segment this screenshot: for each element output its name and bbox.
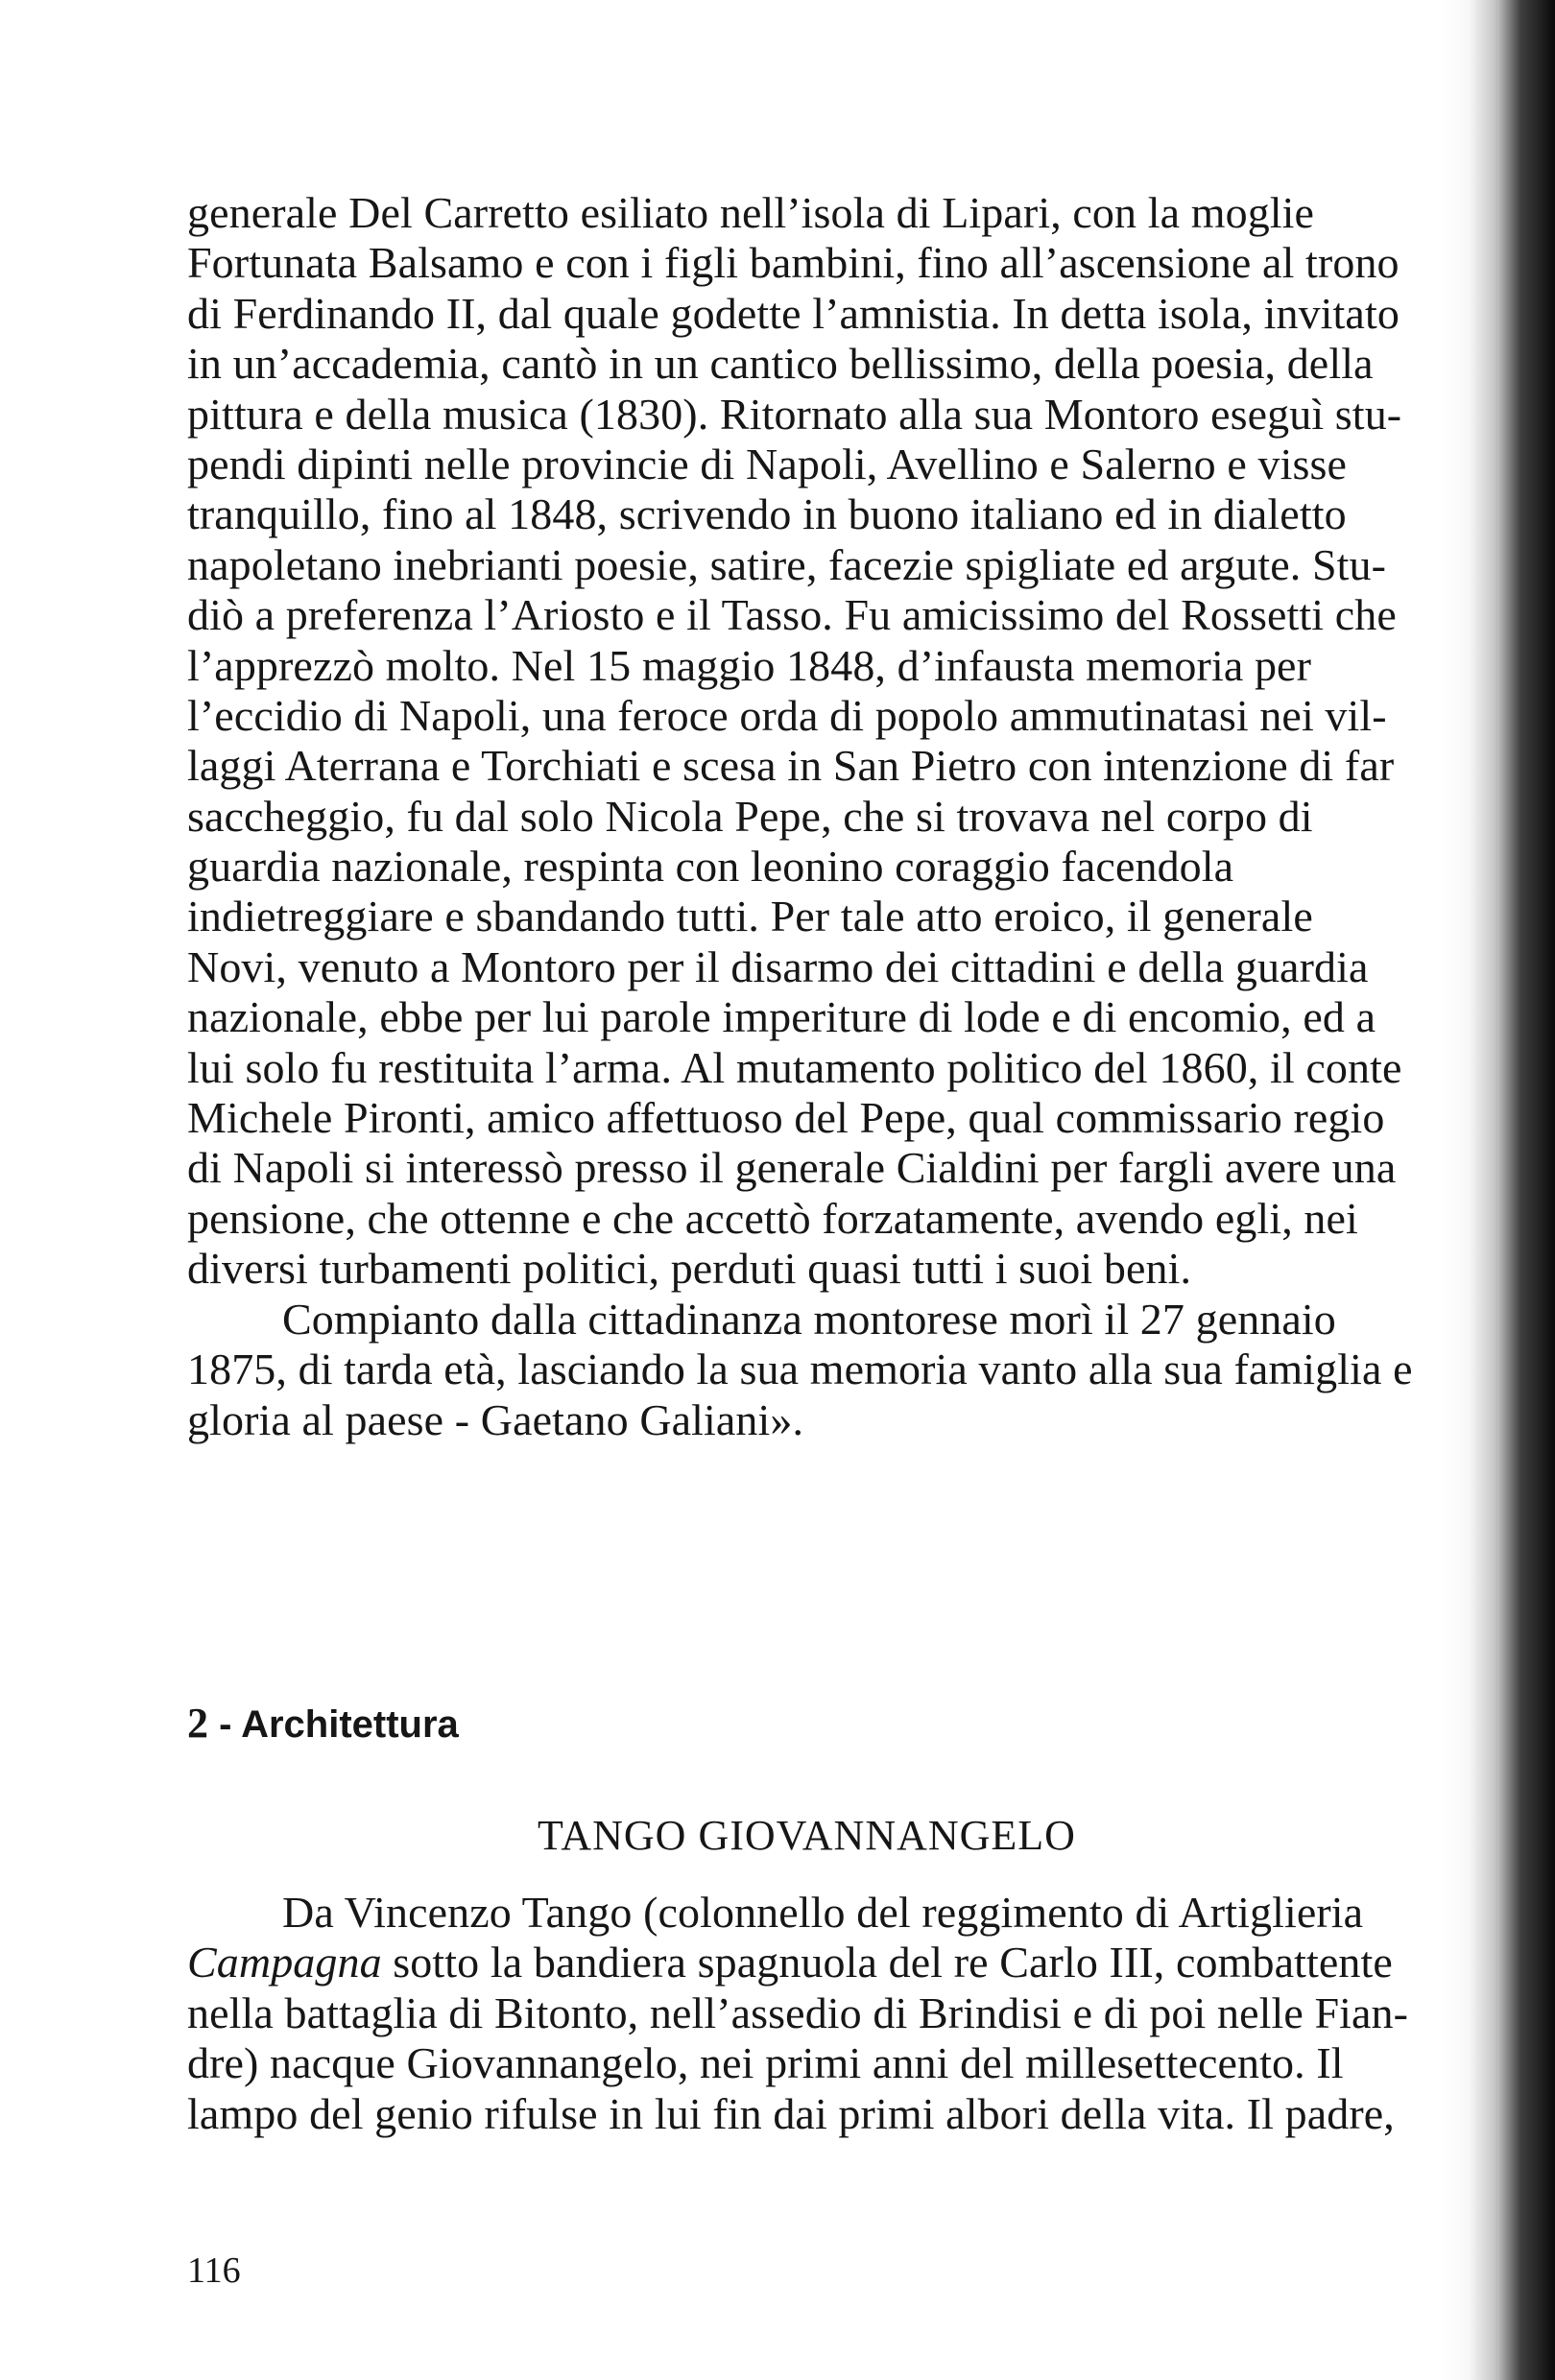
text-line: l’eccidio di Napoli, una feroce orda di popolo ammutinatasi nei vil- xyxy=(187,690,1387,740)
text-line: diversi turbamenti politici, perduti quasi tutti i suoi beni. xyxy=(187,1244,1192,1294)
book-binding-edge xyxy=(1469,0,1555,2380)
text-line: lampo del genio rifulse in lui fin dai primi albori della vita. Il padre, xyxy=(187,2088,1395,2138)
section-heading-title: Architettura xyxy=(241,1703,459,1746)
italic-term: Campagna xyxy=(187,1938,382,1987)
text-line: nazionale, ebbe per lui parole imperiture di lode e di encomio, ed a xyxy=(187,992,1376,1042)
text-line: guardia nazionale, respinta con leonino coraggio facendola xyxy=(187,842,1234,892)
text-line: generale Del Carretto esiliato nell’isola di Lipari, con la moglie xyxy=(187,188,1315,237)
text-line: napoletano inebrianti poesie, satire, facezie spigliate ed argute. Stu- xyxy=(187,539,1387,589)
paragraph-tango xyxy=(187,1888,1493,2139)
text-line: Fortunata Balsamo e con i figli bambini, fino all’ascensione al trono xyxy=(187,238,1400,288)
text-line: pittura e della musica (1830). Ritornato alla sua Montoro eseguì stu- xyxy=(187,389,1402,439)
text-line: laggi Aterrana e Torchiati e scesa in San Pietro con intenzione di far xyxy=(187,741,1395,791)
paragraph-death xyxy=(187,1295,1493,1445)
section-number: 2 xyxy=(187,1700,208,1747)
text-line: lui solo fu restituita l’arma. Al mutamento politico del 1860, il conte xyxy=(187,1042,1402,1092)
subsection-title: TANGO GIOVANNANGELO xyxy=(538,1812,1076,1859)
text-line: Da Vincenzo Tango (colonnello del reggimento di Artiglieria xyxy=(282,1888,1364,1937)
section-heading xyxy=(187,1699,459,1749)
text-line: l’apprezzò molto. Nel 15 maggio 1848, d’infausta memoria per xyxy=(187,640,1311,690)
text-line: gloria al paese - Gaetano Galiani». xyxy=(187,1394,804,1444)
text-line: 1875, di tarda età, lasciando la sua memoria vanto alla sua famiglia e xyxy=(187,1345,1413,1394)
text-line: nella battaglia di Bitonto, nell’assedio di Brindisi e di poi nelle Fian- xyxy=(187,1987,1409,2037)
text-line: saccheggio, fu dal solo Nicola Pepe, che si trovava nel corpo di xyxy=(187,791,1313,841)
text-line: Compianto dalla cittadinanza montorese morì il 27 gennaio xyxy=(282,1295,1336,1344)
text-line: tranquillo, fino al 1848, scrivendo in buono italiano ed in dialetto xyxy=(187,489,1347,539)
text-line: diò a preferenza l’Ariosto e il Tasso. Fu amicissimo del Rossetti che xyxy=(187,590,1397,640)
text-line xyxy=(187,1938,1493,1987)
text-line: indietreggiare e sbandando tutti. Per tale atto eroico, il generale xyxy=(187,892,1313,941)
text-line: pensione, che ottenne e che accettò forzatamente, avendo egli, nei xyxy=(187,1193,1358,1243)
paragraph-biography xyxy=(187,188,1493,1295)
text-line: Michele Pironti, amico affettuoso del Pepe, qual commissario regio xyxy=(187,1093,1385,1143)
section-separator: - xyxy=(219,1703,232,1746)
text-line: dre) nacque Giovannangelo, nei primi anni del millesettecento. Il xyxy=(187,2038,1344,2088)
text-line: di Ferdinando II, dal quale godette l’amnistia. In detta isola, invitato xyxy=(187,288,1400,338)
text-line: di Napoli si interessò presso il generale Cialdini per fargli avere una xyxy=(187,1143,1397,1193)
text-line: in un’accademia, cantò in un cantico bellissimo, della poesia, della xyxy=(187,339,1374,389)
text-line: pendi dipinti nelle provincie di Napoli, Avellino e Salerno e visse xyxy=(187,439,1347,488)
page-number: 116 xyxy=(187,2250,241,2291)
text-fragment: sotto la bandiera spagnuola del re Carlo III, combattente xyxy=(381,1938,1393,1987)
text-line: Novi, venuto a Montoro per il disarmo dei cittadini e della guardia xyxy=(187,941,1369,991)
